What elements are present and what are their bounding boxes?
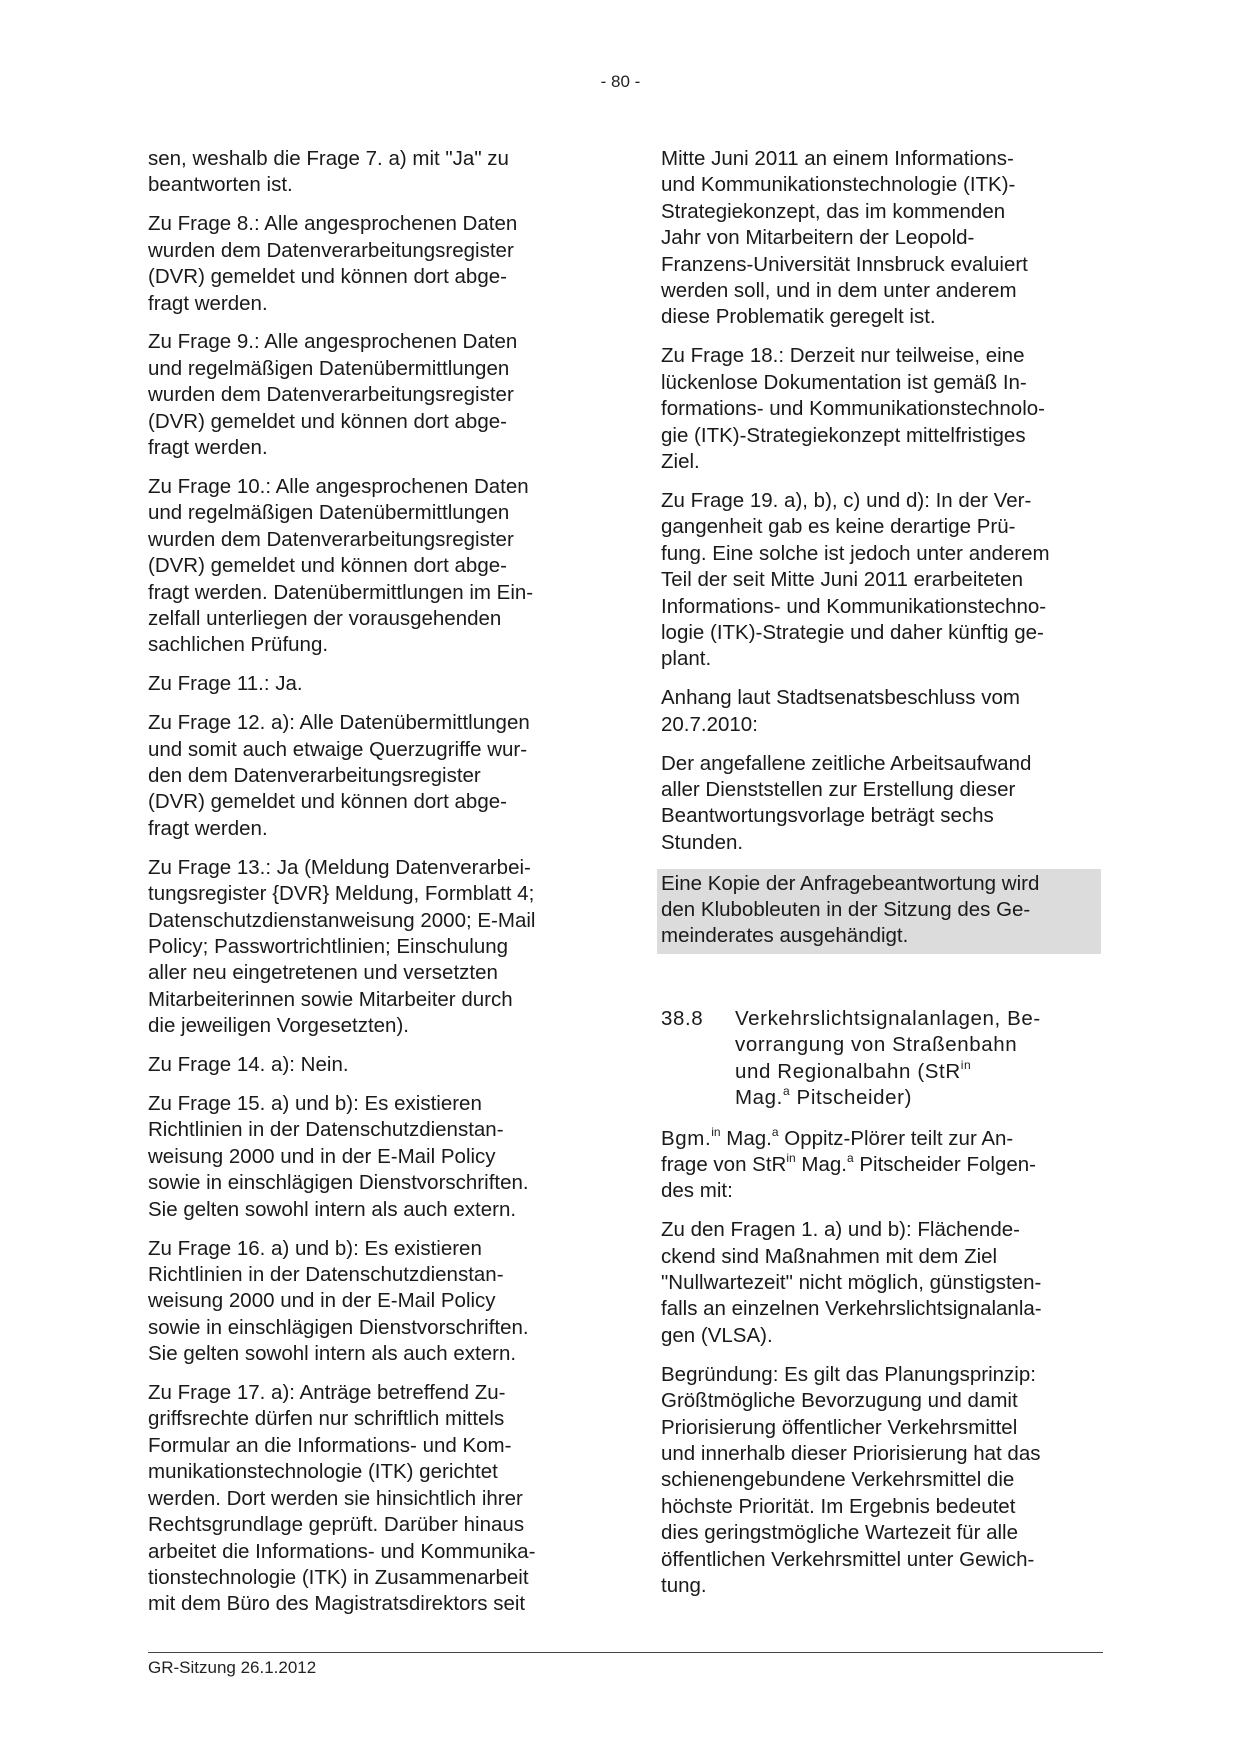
paragraph-frage-17: Zu Frage 17. a): Anträge betreffend Zu- griffsrechte dürfen nur schriftlich mittels Formular an die Informations- und Kom- munikationstechnologie (ITK) gerichtet werden. Dort werden sie hinsichtlich ihrer Rechtsgrundlage geprüft. Darüber hinaus arbeitet die Informations- und Kommunika- tionstechnologie (ITK) in Zusammenarbeit mit dem Büro des Magistratsdirektors seit bbox=[148, 1381, 536, 1616]
paragraph-begruendung: Begründung: Es gilt das Planungsprinzip: Größtmögliche Bevorzugung und damit Priorisierung öffentlicher Verkehrsmittel und innerhalb dieser Priorisierung hat das schienengebundene Verkehrsmittel die höchste Priorität. Im Ergebnis bedeutet dies geringstmögliche Wartezeit für alle öffentlichen Verkehrsmittel unter Gewich- tung. bbox=[661, 1362, 1041, 1597]
superscript: a bbox=[782, 1084, 791, 1099]
right-column bbox=[661, 146, 1103, 1612]
section-title-line3: und Regionalbahn (StR bbox=[735, 1059, 961, 1083]
paragraph-arbeitsaufwand: Der angefallene zeitliche Arbeitsaufwand aller Dienststellen zur Erstellung dieser Beantwortungsvorlage beträgt sechs Stunden. bbox=[661, 751, 1032, 854]
footer-divider bbox=[148, 1652, 1103, 1653]
paragraph-frage-12: Zu Frage 12. a): Alle Datenübermittlungen und somit auch etwaige Querzugriffe wur- den dem Datenverarbeitungsregister (DVR) gemeldet und können dort abge- fragt werden. bbox=[148, 711, 530, 840]
paragraph-intro: Bgm.$^{in}$ Mag.$^a$ Oppitz-Plörer teilt zur An- frage von StR$^{in}$ Mag.$^a$ Pitscheider Folgen- des mit: bbox=[661, 1124, 1036, 1203]
paragraph-frage-13: Zu Frage 13.: Ja (Meldung Datenverarbei- tungsregister {DVR} Meldung, Formblatt 4; Datenschutzdienstanweisung 2000; E-Mail Policy; Passwortrichtlinien; Einschulung aller neu eingetretenen und versetzten Mitarbeiterinnen sowie Mitarbeiter durch die jeweiligen Vorgesetzten). bbox=[148, 855, 536, 1038]
paragraph-fragen-1: Zu den Fragen 1. a) und b): Flächende- ckend sind Maßnahmen mit dem Ziel "Nullwartezeit" nicht möglich, günstigsten- falls an einzelnen Verkehrslichtsignalanla- gen (VLSA). bbox=[661, 1218, 1042, 1347]
left-column bbox=[148, 146, 588, 1630]
section-title-line2: vorrangung von Straßenbahn bbox=[735, 1033, 1018, 1057]
section-title-line4: Mag. bbox=[735, 1086, 783, 1110]
superscript: a bbox=[771, 1124, 779, 1139]
superscript: in bbox=[711, 1124, 721, 1139]
paragraph-frage-19: Zu Frage 19. a), b), c) und d): In der Ver- gangenheit gab es keine derartige Prü- fung. Eine solche ist jedoch unter anderem Teil der seit Mitte Juni 2011 erarbeiteten Informations- und Kommunikationstechno- logie (ITK)-Strategie und daher künftig ge- plant. bbox=[661, 488, 1050, 671]
paragraph-frage-7-end: sen, weshalb die Frage 7. a) mit "Ja" zu beantworten ist. bbox=[148, 147, 509, 197]
paragraph-frage-9: Zu Frage 9.: Alle angesprochenen Daten und regelmäßigen Datenübermittlungen wurden dem Datenverarbeitungsregister (DVR) gemeldet und können dort abge- fragt werden. bbox=[148, 330, 518, 460]
section-heading bbox=[661, 1006, 1103, 1112]
paragraph-frage-14: Zu Frage 14. a): Nein. bbox=[148, 1053, 349, 1077]
superscript: a bbox=[846, 1151, 854, 1166]
paragraph-frage-17-continued: Mitte Juni 2011 an einem Informations- und Kommunikationstechnologie (ITK)- Strategiekonzept, das im kommenden Jahr von Mitarbeitern der Leopold- Franzens-Universität Innsbruck evaluiert werden soll, und in dem unter anderem diese Problematik geregelt ist. bbox=[661, 147, 1028, 329]
paragraph-frage-16: Zu Frage 16. a) und b): Es existieren Richtlinien in der Datenschutzdienstan- weisung 2000 und in der E-Mail Policy sowie in einschlägigen Dienstvorschriften. Sie gelten sowohl intern als auch extern. bbox=[148, 1236, 529, 1366]
section-title-line4-rest: Pitscheider) bbox=[790, 1086, 912, 1110]
paragraph-frage-11: Zu Frage 11.: Ja. bbox=[148, 672, 303, 696]
superscript: in bbox=[960, 1057, 972, 1072]
section-title-line1: Verkehrslichtsignalanlagen, Be- bbox=[735, 1006, 1041, 1030]
paragraph-frage-8: Zu Frage 8.: Alle angesprochenen Daten wurden dem Datenverarbeitungsregister (DVR) gemeldet und können dort abge- fragt werden. bbox=[148, 212, 518, 315]
superscript: in bbox=[786, 1151, 796, 1166]
section-title bbox=[735, 1006, 1103, 1112]
highlighted-note: Eine Kopie der Anfragebeantwortung wird den Klubobleuten in der Sitzung des Ge- meinderates ausgehändigt. bbox=[657, 869, 1101, 954]
paragraph-frage-18: Zu Frage 18.: Derzeit nur teilweise, eine lückenlose Dokumentation ist gemäß In- formations- und Kommunikationstechnolo- gie (ITK)-Strategiekonzept mittelfristiges Ziel. bbox=[661, 344, 1045, 473]
paragraph-frage-15: Zu Frage 15. a) und b): Es existieren Richtlinien in der Datenschutzdienstan- weisung 2000 und in der E-Mail Policy sowie in einschlägigen Dienstvorschriften. Sie gelten sowohl intern als auch extern. bbox=[148, 1092, 529, 1221]
paragraph-anhang: Anhang laut Stadtsenatsbeschluss vom 20.7.2010: bbox=[661, 686, 1020, 736]
section-number: 38.8 bbox=[661, 1006, 704, 1030]
paragraph-frage-10: Zu Frage 10.: Alle angesprochenen Daten und regelmäßigen Datenübermittlungen wurden dem Datenverarbeitungsregister (DVR) gemeldet und können dort abge- fragt werden. Datenübermittlungen im Ein- zelfall unterliegen der vorausgehenden sachlichen Prüfung. bbox=[148, 474, 534, 657]
page-number: - 80 - bbox=[600, 72, 641, 91]
footer-text: GR-Sitzung 26.1.2012 bbox=[148, 1658, 317, 1677]
